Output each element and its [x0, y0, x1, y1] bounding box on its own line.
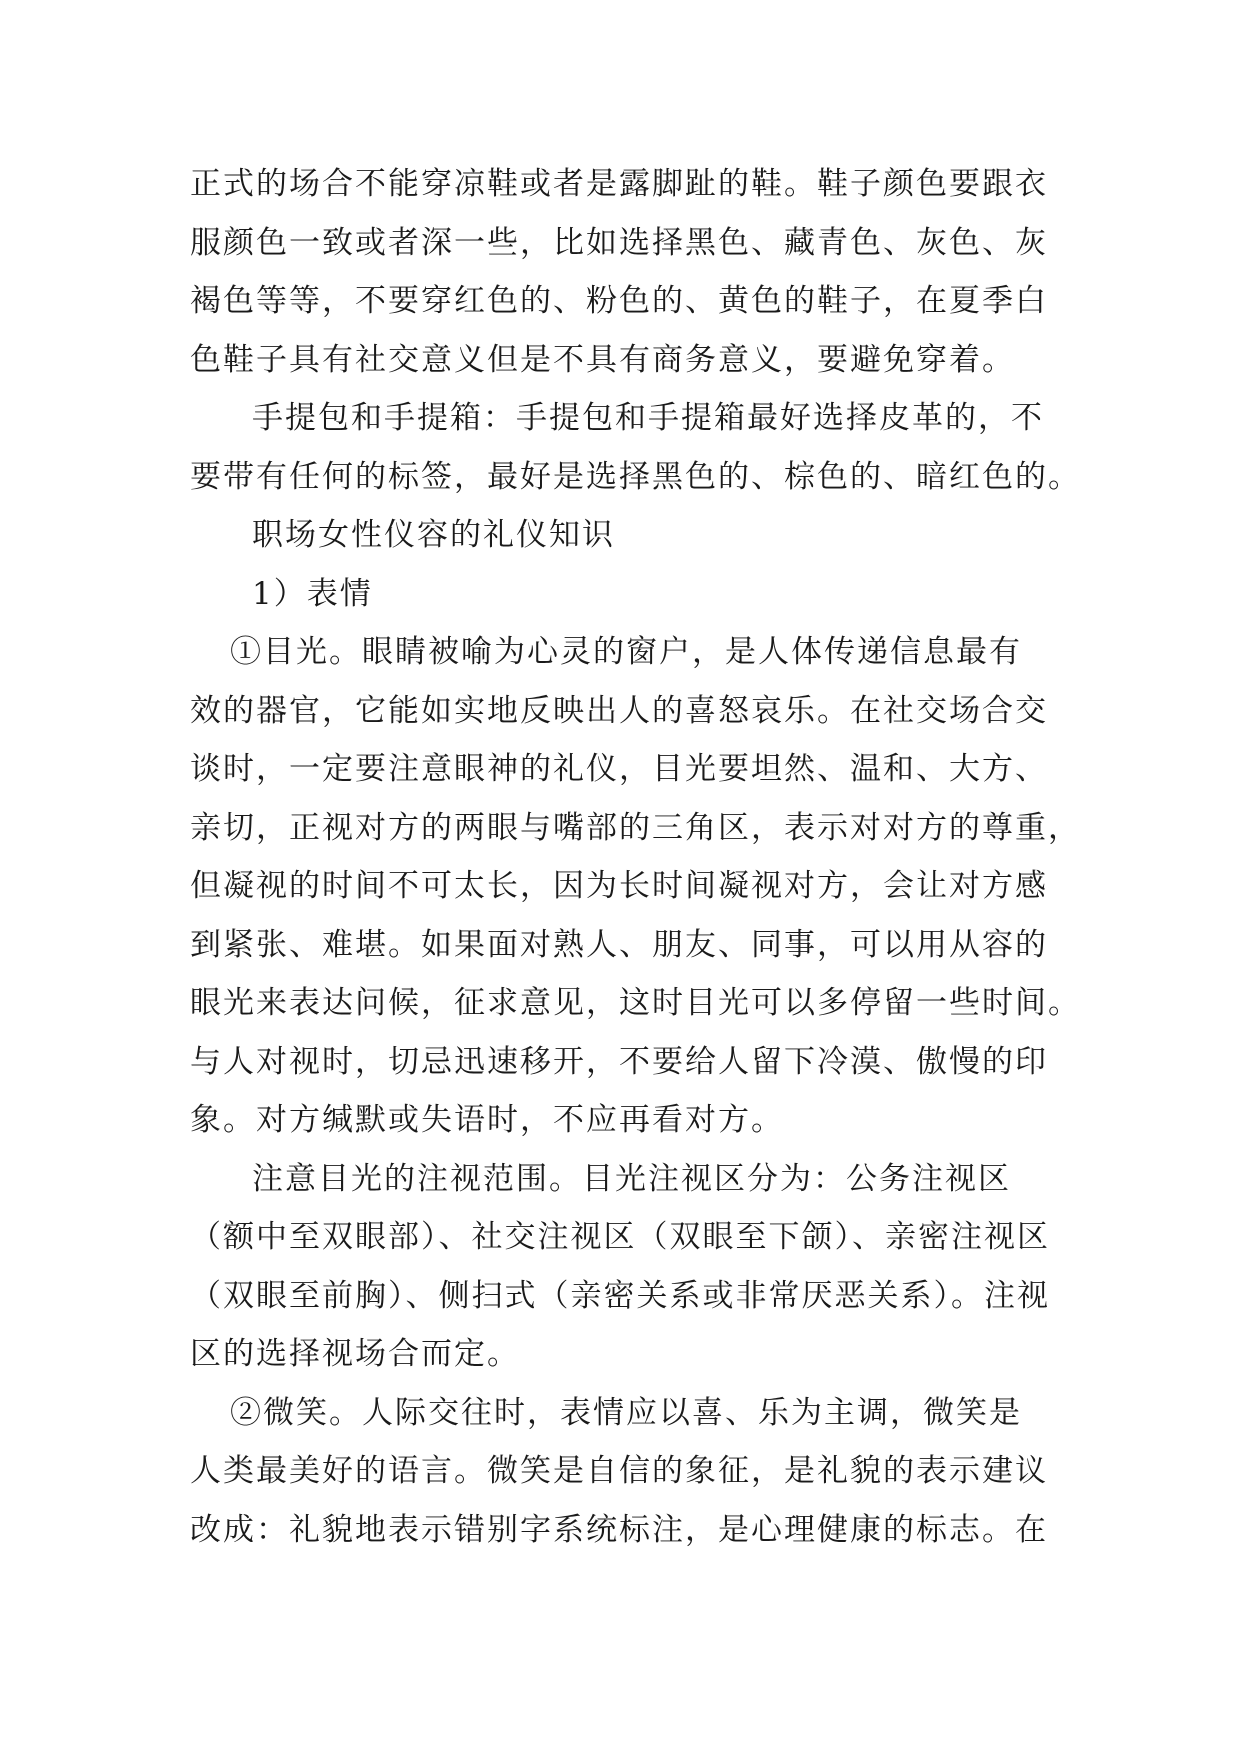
text-line: 象。对方缄默或失语时，不应再看对方。: [190, 1102, 784, 1138]
text-line: 手提包和手提箱：手提包和手提箱最好选择皮革的，不: [252, 400, 1044, 436]
text-line: 人类最美好的语言。微笑是自信的象征，是礼貌的表示建议: [190, 1453, 1048, 1489]
text-line: 区的选择视场合而定。: [190, 1336, 520, 1372]
text-line: 亲切，正视对方的两眼与嘴部的三角区，表示对对方的尊重，: [190, 809, 1081, 846]
text-line: 要带有任何的标签，最好是选择黑色的、棕色的、暗红色的。: [190, 458, 1081, 495]
text-line: ②微笑。人际交往时，表情应以喜、乐为主调，微笑是: [230, 1394, 1022, 1431]
text-line: 注意目光的注视范围。目光注视区分为：公务注视区: [252, 1160, 1011, 1197]
text-line: 色鞋子具有社交意义但是不具有商务意义，要避免穿着。: [190, 341, 1015, 378]
text-line: 正式的场合不能穿凉鞋或者是露脚趾的鞋。鞋子颜色要跟衣: [190, 166, 1048, 202]
text-line: 谈时，一定要注意眼神的礼仪，目光要坦然、温和、大方、: [190, 751, 1048, 787]
text-line: （双眼至前胸）、侧扫式（亲密关系或非常厌恶关系）。注视: [190, 1277, 1050, 1314]
text-line: 效的器官，它能如实地反映出人的喜怒哀乐。在社交场合交: [190, 692, 1048, 729]
document-body: [190, 155, 1081, 1559]
text-line: ①目光。眼睛被喻为心灵的窗户，是人体传递信息最有: [230, 634, 1022, 670]
section-heading: 职场女性仪容的礼仪知识: [252, 517, 615, 553]
text-line: 与人对视时，切忌迅速移开，不要给人留下冷漠、傲慢的印: [190, 1043, 1048, 1080]
text-line: 眼光来表达问候，征求意见，这时目光可以多停留一些时间。: [190, 985, 1081, 1021]
subsection-heading: 1）表情: [252, 575, 373, 612]
text-line: 褐色等等，不要穿红色的、粉色的、黄色的鞋子，在夏季白: [190, 283, 1048, 319]
text-line: 但凝视的时间不可太长，因为长时间凝视对方，会让对方感: [190, 868, 1048, 904]
text-line: 到紧张、难堪。如果面对熟人、朋友、同事，可以用从容的: [190, 926, 1048, 963]
text-line: 改成：礼貌地表示错别字系统标注，是心理健康的标志。在: [190, 1511, 1048, 1548]
text-line: 服颜色一致或者深一些，比如选择黑色、藏青色、灰色、灰: [190, 224, 1048, 261]
text-line: （额中至双眼部）、社交注视区（双眼至下颌）、亲密注视区: [190, 1219, 1050, 1255]
